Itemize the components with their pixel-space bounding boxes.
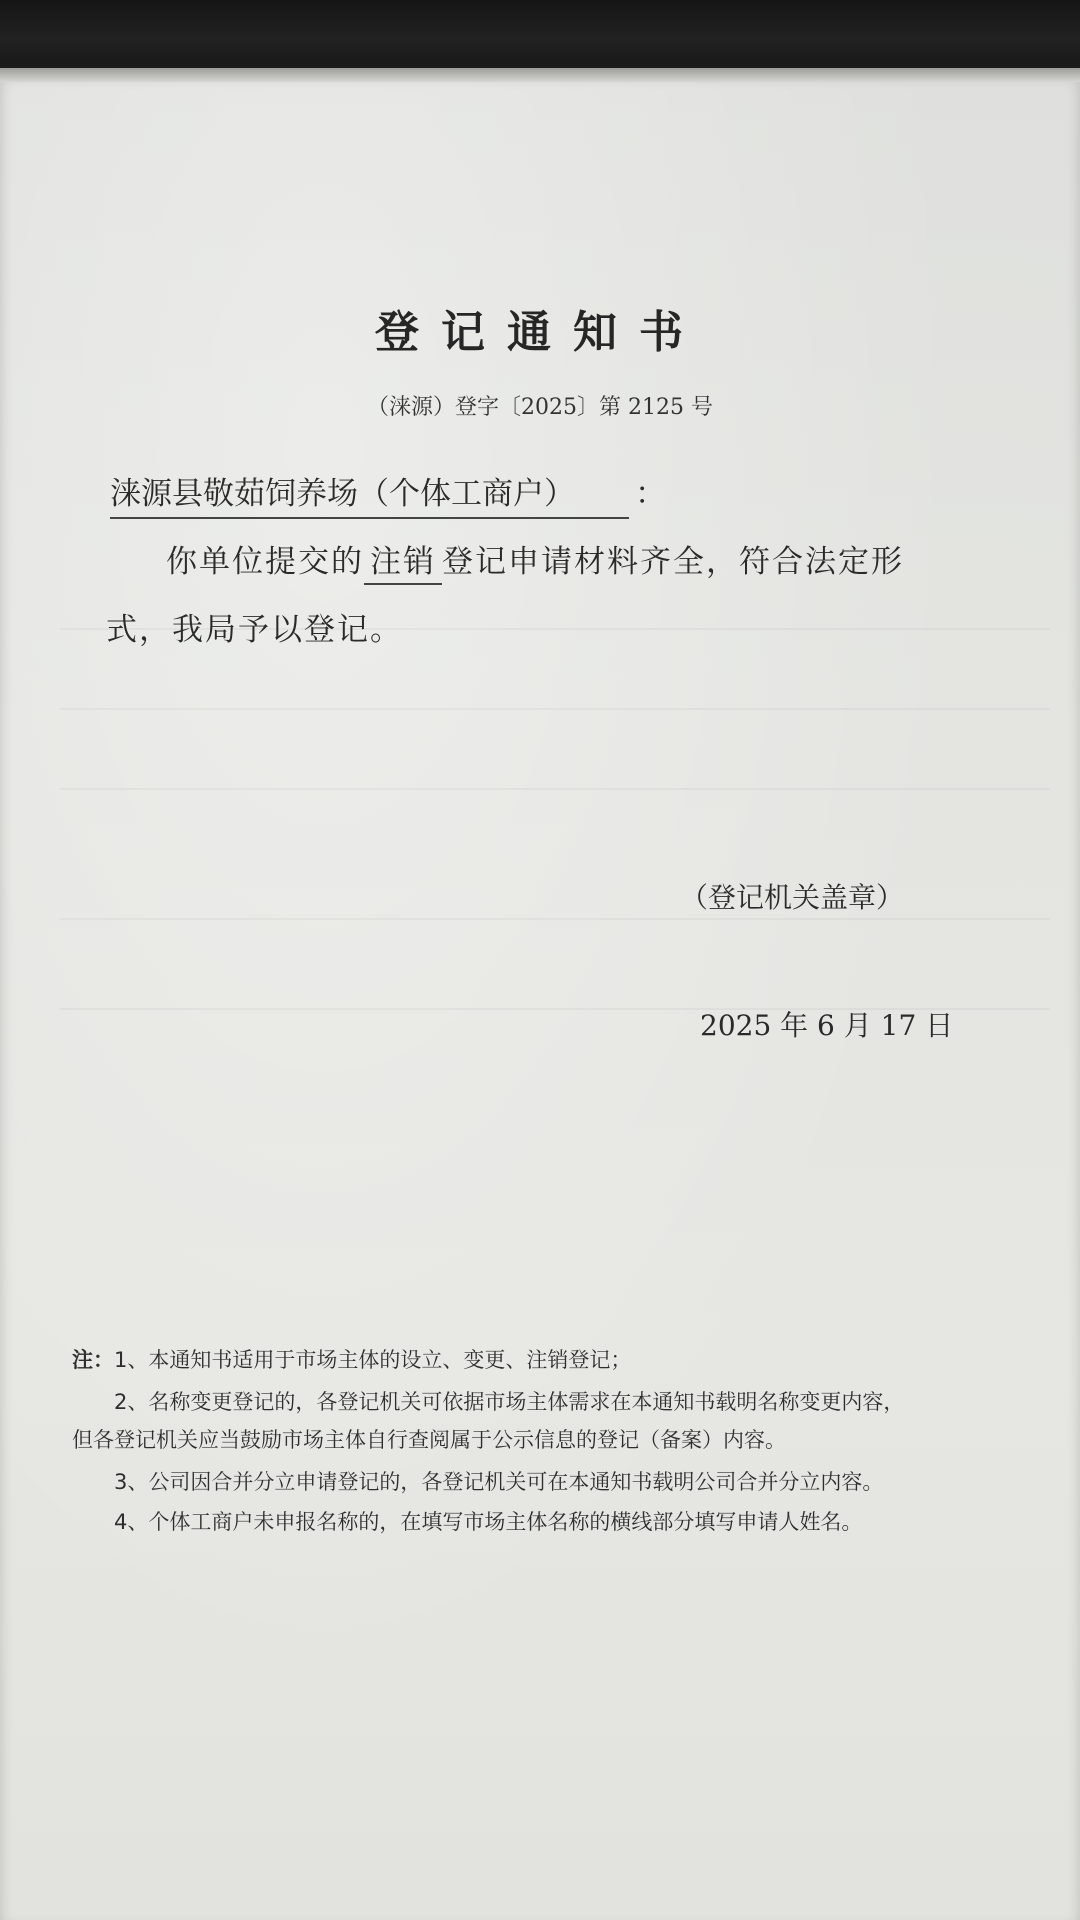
body-paragraph-line-1 [166, 536, 904, 585]
note-text: 1、本通知书适用于市场主体的设立、变更、注销登记； [114, 1348, 632, 1372]
notes-prefix: 注： [72, 1348, 114, 1372]
recipient-colon: ： [635, 476, 666, 512]
note-item-3: 3、公司因合并分立申请登记的，各登记机关可在本通知书载明公司合并分立内容。 [114, 1470, 884, 1494]
registration-type: 注销 [364, 536, 442, 585]
note-item-2: 2、名称变更登记的，各登记机关可依据市场主体需求在本通知书载明名称变更内容， [114, 1390, 905, 1414]
document-number: （涞源）登字〔2025〕第 2125 号 [367, 395, 713, 420]
registration-notice-page [0, 68, 1080, 1920]
note-item-2-continued: 但各登记机关应当鼓励市场主体自行查阅属于公示信息的登记（备案）内容。 [72, 1428, 786, 1452]
show-through-line [60, 788, 1050, 790]
show-through-line [60, 708, 1050, 710]
show-through-line [60, 918, 1050, 920]
body-paragraph-line-2: 式，我局予以登记。 [106, 612, 403, 648]
seal-note: （登记机关盖章） [680, 881, 905, 914]
body-prefix: 你单位提交的 [166, 544, 364, 580]
issue-date: 2025 年 6 月 17 日 [700, 1009, 954, 1042]
note-item-4: 4、个体工商户未申报名称的，在填写市场主体名称的横线部分填写申请人姓名。 [114, 1510, 863, 1534]
body-suffix: 登记申请材料齐全，符合法定形 [442, 544, 904, 580]
recipient-line [110, 468, 666, 519]
document-title: 登记通知书 [375, 307, 705, 358]
note-item-1 [72, 1344, 631, 1374]
recipient-name: 涞源县敬茹饲养场（个体工商户） [110, 468, 629, 519]
